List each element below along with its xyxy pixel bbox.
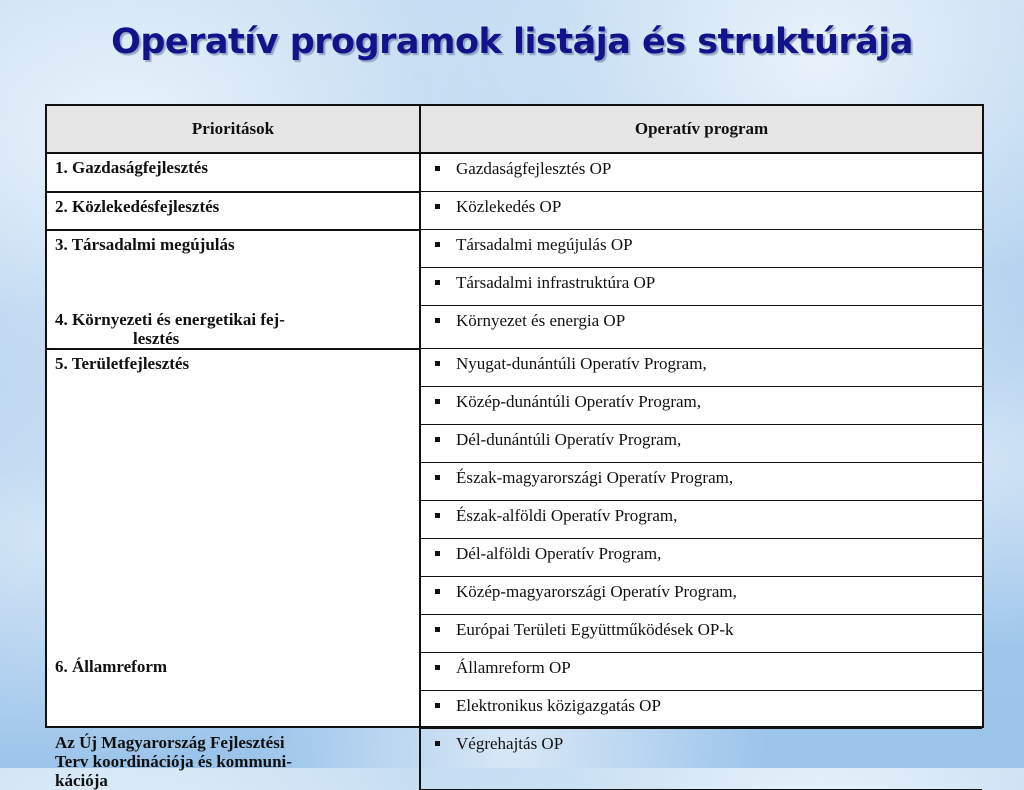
- bullet-icon: [435, 703, 440, 708]
- priority-label: 1. Gazdaságfejlesztés: [55, 158, 208, 177]
- program-cell: [420, 729, 982, 790]
- priority-label: 2. Közlekedésfejlesztés: [55, 196, 220, 216]
- priority-label: 6. Államreform: [55, 656, 168, 676]
- bullet-icon: [435, 741, 440, 746]
- priority-label: 3. Társadalmi megújulás: [55, 234, 235, 254]
- priority-cell: [47, 306, 420, 349]
- program-label: Közlekedés OP: [456, 197, 562, 216]
- priority-cell: [47, 729, 420, 790]
- program-label: Európai Területi Együttműködések OP-k: [456, 620, 734, 639]
- bullet-icon: [435, 361, 440, 366]
- program-cell: [420, 539, 982, 577]
- header-operative-program: Operatív program: [420, 106, 982, 153]
- priority-label: kációja: [55, 770, 108, 790]
- operative-programs-table: [45, 104, 984, 790]
- program-cell: [420, 691, 982, 729]
- priority-label: lesztés: [133, 328, 180, 348]
- table-row: [47, 230, 982, 268]
- bullet-icon: [435, 589, 440, 594]
- program-cell: [420, 153, 982, 192]
- priority-cell: [47, 349, 420, 653]
- priority-label: 5. Területfejlesztés: [55, 353, 190, 373]
- bullet-icon: [435, 318, 440, 323]
- program-cell: [420, 425, 982, 463]
- table-row: [47, 729, 982, 790]
- priority-cell: [47, 153, 420, 192]
- bullet-icon: [435, 665, 440, 670]
- bullet-icon: [435, 437, 440, 442]
- program-label: Elektronikus közigazgatás OP: [456, 696, 661, 715]
- program-cell: [420, 387, 982, 425]
- program-label: Közép-dunántúli Operatív Program,: [456, 392, 702, 411]
- program-cell: [420, 306, 982, 349]
- program-label: Környezet és energia OP: [456, 311, 626, 330]
- bullet-icon: [435, 513, 440, 518]
- program-label: Észak-magyarországi Operatív Program,: [456, 468, 734, 487]
- priority-cell: [47, 653, 420, 729]
- program-label: Észak-alföldi Operatív Program,: [456, 506, 678, 525]
- bullet-icon: [435, 475, 440, 480]
- program-cell: [420, 577, 982, 615]
- bullet-icon: [435, 399, 440, 404]
- bullet-icon: [435, 242, 440, 247]
- table-row: [47, 192, 982, 230]
- program-cell: [420, 349, 982, 387]
- program-label: Végrehajtás OP: [456, 734, 564, 753]
- header-priorities: Prioritások: [47, 106, 420, 153]
- program-cell: [420, 615, 982, 653]
- bullet-icon: [435, 280, 440, 285]
- bullet-icon: [435, 204, 440, 209]
- table-row: [47, 653, 982, 691]
- program-label: Államreform OP: [456, 658, 571, 677]
- bullet-icon: [435, 551, 440, 556]
- priority-cell: [47, 230, 420, 306]
- program-cell: [420, 192, 982, 230]
- program-cell: [420, 463, 982, 501]
- programs-table: [47, 106, 982, 790]
- program-label: Gazdaságfejlesztés OP: [456, 159, 612, 178]
- table-row: [47, 153, 982, 192]
- program-cell: [420, 653, 982, 691]
- program-label: Társadalmi megújulás OP: [456, 235, 633, 254]
- program-cell: [420, 268, 982, 306]
- program-label: Társadalmi infrastruktúra OP: [456, 273, 656, 292]
- table-body: [47, 153, 982, 790]
- program-label: Dél-alföldi Operatív Program,: [456, 544, 662, 563]
- table-row: [47, 349, 982, 387]
- program-label: Nyugat-dunántúli Operatív Program,: [456, 354, 707, 373]
- priority-cell: [47, 192, 420, 230]
- program-cell: [420, 230, 982, 268]
- priority-label: Terv koordinációja és kommuni-: [55, 751, 292, 771]
- slide-title: Operatív programok listája és struktúrája: [111, 22, 913, 62]
- priority-label: Az Új Magyarország Fejlesztési: [55, 732, 285, 752]
- program-label: Közép-magyarországi Operatív Program,: [456, 582, 737, 601]
- bullet-icon: [435, 627, 440, 632]
- program-cell: [420, 501, 982, 539]
- table-row: [47, 306, 982, 349]
- program-label: Dél-dunántúli Operatív Program,: [456, 430, 682, 449]
- bullet-icon: [435, 166, 440, 171]
- priority-label: 4. Környezeti és energetikai fej-: [55, 309, 285, 329]
- table-header-row: [47, 106, 982, 153]
